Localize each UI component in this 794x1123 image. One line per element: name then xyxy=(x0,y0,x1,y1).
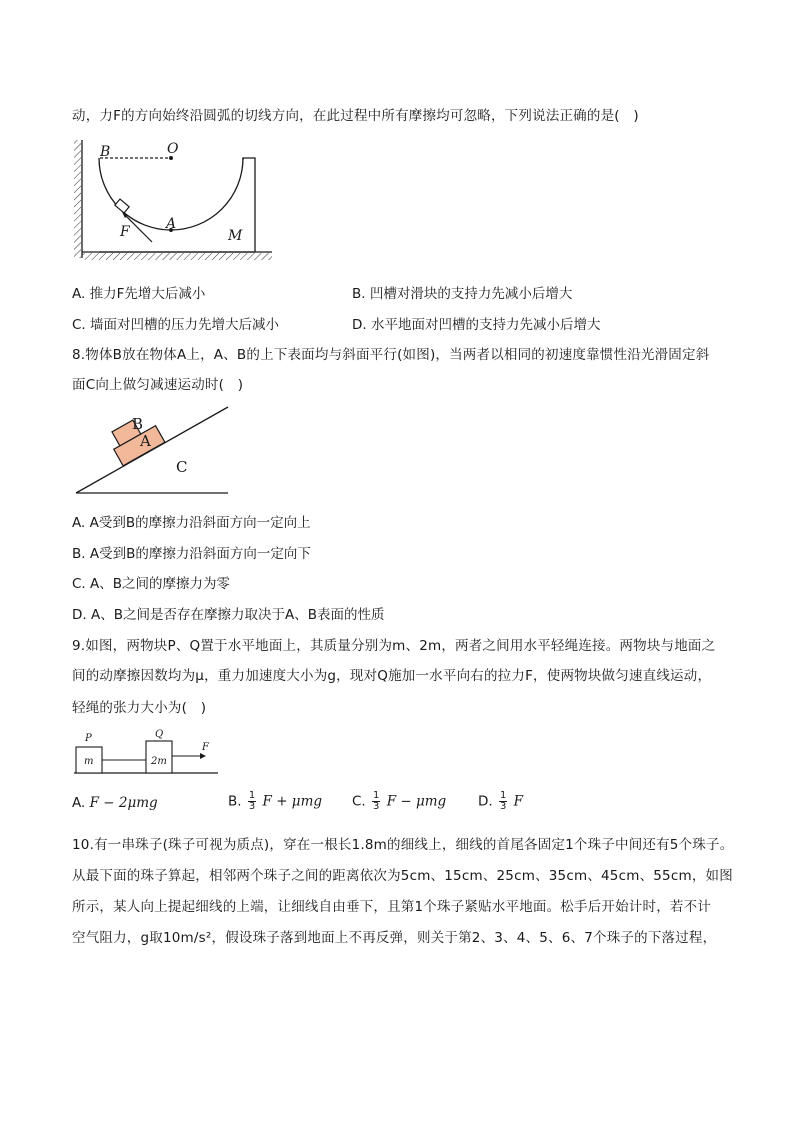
q10-line4: 空气阻力，g取10m/s²，假设珠子落到地面上不再反弹，则关于第2、3、4、5、6、7个珠子的下落过程， xyxy=(72,930,717,946)
q8-option-d[interactable]: D. A、B之间是否存在摩擦力取决于A、B表面的性质 xyxy=(72,607,385,623)
q8-option-b[interactable]: B. A受到B的摩擦力沿斜面方向一定向下 xyxy=(72,546,311,562)
q7-option-a[interactable]: A. 推力F先增大后减小 xyxy=(72,286,206,302)
q7-figure xyxy=(72,138,282,266)
q9-stem-line2: 间的动摩擦因数均为μ，重力加速度大小为g，现对Q施加一水平向右的拉力F，使两物块做匀速直线运动， xyxy=(72,668,712,684)
q7-option-d[interactable]: D. 水平地面对凹槽的支持力先减小后增大 xyxy=(352,317,601,333)
label-o: O xyxy=(167,141,179,157)
q9-option-b[interactable]: B. $\frac{1}{3}$ F + μmg xyxy=(228,790,323,812)
q8-stem-line1: 8.物体B放在物体A上，A、B的上下表面均与斜面平行(如图)，当两者以相同的初速度靠惯性沿光滑固定斜 xyxy=(72,347,710,363)
q9-option-a-expr: F − 2μmg xyxy=(89,795,158,811)
q8-option-a[interactable]: A. A受到B的摩擦力沿斜面方向一定向上 xyxy=(72,515,311,531)
q7-option-c[interactable]: C. 墙面对凹槽的压力先增大后减小 xyxy=(72,317,280,333)
q8-figure xyxy=(72,402,237,498)
q9-stem-line1: 9.如图，两物块P、Q置于水平地面上，其质量分别为m、2m，两者之间用水平轻绳连接。两物块与地面之 xyxy=(72,638,716,654)
q9-option-d-fraction: $\frac{1}{3}$ xyxy=(499,790,507,812)
label-block-a: A xyxy=(140,432,151,450)
q9-option-c-fraction: $\frac{1}{3}$ xyxy=(373,790,380,812)
q8-stem-line2: 面C向上做匀减速运动时( ) xyxy=(72,377,244,393)
label-block-b: B xyxy=(132,415,144,433)
q7-option-b[interactable]: B. 凹槽对滑块的支持力先减小后增大 xyxy=(352,286,573,302)
q7-stem: 动，力F的方向始终沿圆弧的切线方向，在此过程中所有摩擦均可忽略，下列说法正确的是( ) xyxy=(72,108,639,124)
label-incline-c: C xyxy=(176,458,188,476)
q10-line3: 所示，某人向上提起细线的上端，让细线自由垂下，且第1个珠子紧贴水平地面。松手后开始计时，若不计 xyxy=(72,899,711,915)
q9-option-a[interactable]: A. F − 2μmg xyxy=(72,795,158,811)
q9-figure xyxy=(72,728,222,778)
label-f: F xyxy=(120,224,130,240)
label-mass-m: m xyxy=(84,756,94,767)
ground-hatch xyxy=(82,253,272,260)
q9-option-d-expr: F xyxy=(513,793,524,810)
label-b: B xyxy=(100,144,111,160)
q10-line2: 从最下面的珠子算起，相邻两个珠子之间的距离依次为5cm、15cm、25cm、35cm、45cm、55cm，如图 xyxy=(72,868,733,884)
q9-option-b-expr: F + μmg xyxy=(262,793,323,810)
q9-option-d[interactable]: D. $\frac{1}{3}$ F xyxy=(478,790,524,812)
label-p: P xyxy=(85,733,92,744)
q10-line1: 10.有一串珠子(珠子可视为质点)，穿在一根长1.8m的细线上，细线的首尾各固定1个珠子中间还有5个珠子。 xyxy=(72,837,734,853)
label-a: A xyxy=(166,216,177,232)
label-force-f: F xyxy=(202,742,209,753)
q9-option-c-expr: F − μmg xyxy=(386,793,447,810)
slider-block xyxy=(115,199,129,213)
q9-option-b-fraction: $\frac{1}{3}$ xyxy=(248,790,256,812)
q8-option-c[interactable]: C. A、B之间的摩擦力为零 xyxy=(72,576,231,592)
q9-option-c[interactable]: C. $\frac{1}{3}$ F − μmg xyxy=(352,790,447,812)
label-m: M xyxy=(228,228,243,244)
wall-hatch xyxy=(74,140,81,258)
label-q: Q xyxy=(155,729,164,740)
label-mass-2m: 2m xyxy=(151,756,167,767)
q9-stem-line3: 轻绳的张力大小为( ) xyxy=(72,700,207,716)
